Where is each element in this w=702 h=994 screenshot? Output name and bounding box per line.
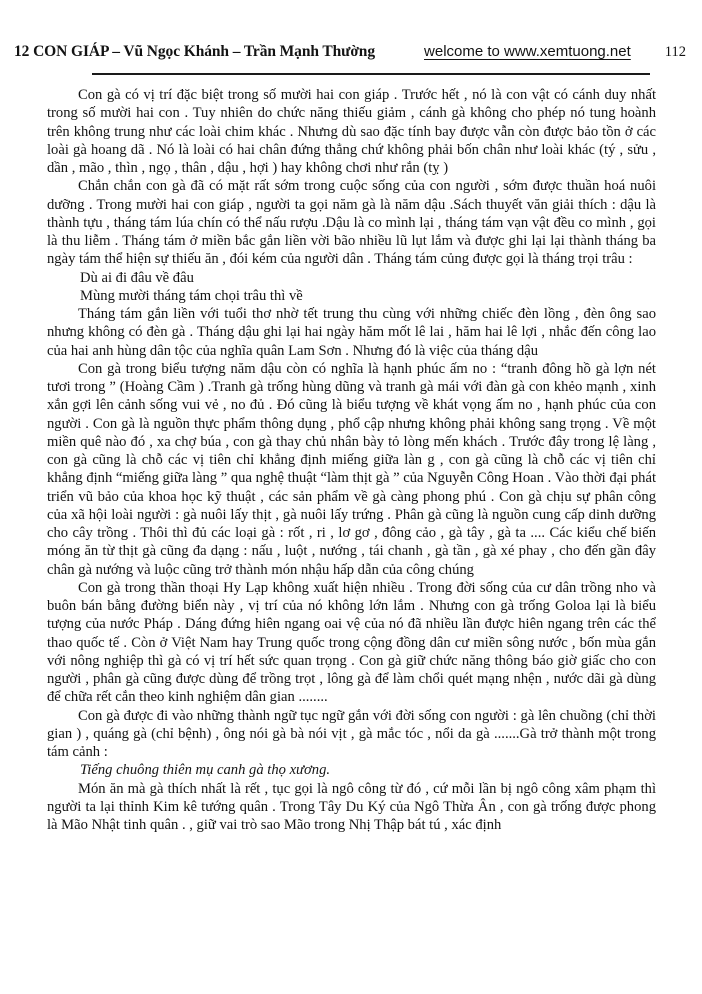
verse-line: Dù ai đi đâu về đâu <box>80 269 194 286</box>
italic-verse: Tiếng chuông thiên mụ canh gà thọ xương. <box>80 762 331 779</box>
paragraph: Con gà trong biểu tượng năm dậu còn có nghĩa là hạnh phúc ấm no : “tranh đông hồ gà lợn nét tươi trong ” (Hoàng Cầm ) .Tranh gà trống hùng dũng và tranh gà mái với đàn gà con khẻo mạnh , xinh xắn gợi lên cảnh sống vui vẻ , no đủ . Đó cũng là biểu tượng về khát vọng ấm no , hạnh phúc của con người . Con gà là nguồn thực phẩm thông dụng , phổ cập nhưng không phải không sang trọng . Về một miền quê nào đó , xa chợ búa , con gà thay chủ nhân bày tỏ lòng mến khách . Trước đây trong lệ làng , con gà cũng là chỗ các vị tiên chỉ khẳng định miếng giữa làn g , con gà cũng là chỗ các vị tiên chỉ khẳng định “miếng giữa làng ” qua nghệ thuật “làm thịt gà ” của Nguyễn Công Hoan . Vào thời đại phát triển vũ bảo của khoa học kỹ thuật , các sản phẩm về gà càng phong phú . Con gà chịu sự phân công của xã hội loài người : gà nuôi lấy thịt , gà nuôi lấy trứng . Phân gà cũng là nguồn cung cấp dinh dưỡng cho cây trồng . Thôi thì đủ các loại gà : rốt , ri , lơ gơ , đông cảo , gà tây , gà ta .... Các kiểu chế biến móng ăn từ thịt gà cũng đa dạng : nấu , luột , nướng , tái chanh , gà tần , gà xé phay , cho đến gần đây chân gà nướng và luộc cũng trở thành món nhậu hấp dẫn của công chúng <box>47 360 656 578</box>
header-divider <box>92 73 650 75</box>
page-body <box>47 86 656 834</box>
verse-line: Mùng mười tháng tám chọi trâu thì về <box>80 287 303 304</box>
website-link[interactable]: welcome to www.xemtuong.net <box>424 43 631 60</box>
page-header <box>14 43 686 61</box>
paragraph: Món ăn mà gà thích nhất là rết , tục gọi là ngô công từ đó , cứ mỗi lần bị ngô công xâm phạm thì người ta lại thỉnh Kim kê tướng quân . Trong Tây Du Ký của Ngô Thừa Ân , con gà trống được phong là Mão Nhật tinh quân . , giữ vai trò sao Mão trong Nhị Thập bát tú , xác định <box>47 780 656 833</box>
paragraph: Con gà được đi vào những thành ngữ tục ngữ gắn với đời sống con người : gà lên chuồng (chỉ thời gian ) , quáng gà (chỉ bệnh) , ông nói gà bà nói vịt , gà mắc tóc , nổi da gà .......Gà trở thành một trong tám cảnh : <box>47 707 656 760</box>
paragraph: Chắn chắn con gà đã có mặt rất sớm trong cuộc sống của con người , sớm được thuần hoá nuôi dưỡng . Trong mười hai con giáp , người ta gọi năm gà là năm dậu .Sách thuyết văn giải thích : dậu là thành tựu , tháng tám lúa chín có thể nấu rượu .Dậu là co mình lại , tháng tám vạn vật đều co mình , gọi là thu liễm . Tháng tám ở miền bắc gắn liền vời bão nhiều lũ lụt lắm và được ghi lại lại thành tháng ba ngày tám thể hiện sự thiếu ăn , đói kém của người dân . Tháng tám củng được gọi là tháng trọi trâu : <box>47 178 656 268</box>
book-title: 12 CON GIÁP – Vũ Ngọc Khánh – Trần Mạnh Thường <box>14 43 375 60</box>
paragraph: Con gà có vị trí đặc biệt trong số mười hai con giáp . Trước hết , nó là con vật có cánh duy nhất trong số mười hai con . Tuy nhiên do chức năng thiếu giảm , cánh gà không cho phép nó tung hoành trên không trung như các loài chim khác . Nhưng dù sao đặc tính bay được vẫn còn được bảo tồn ở các loài gà hoang dã . Nó là loài có hai chân đứng thẳng chứ không phải bốn chân như loài khác (tý , sửu , dần , mão , thìn , ngọ , thân , dậu , hợi ) hay không chơi như rắn (tỵ ) <box>47 87 656 176</box>
paragraph: Tháng tám gắn liền với tuổi thơ nhờ tết trung thu cùng với những chiếc đèn lồng , đèn ông sao nhưng không có đèn gà . Tháng dậu ghi lại hai ngày hăm mốt lê lai , hăm hai lê lợi , nhắc đến công lao của hai anh hùng dân tộc của nghĩa quân Lam Sơn . Nhưng đó là việc của tháng dậu <box>47 306 656 359</box>
page-number: 112 <box>664 44 686 60</box>
paragraph: Con gà trong thần thoại Hy Lạp không xuất hiện nhiều . Trong đời sống của cư dân trồng nho và buôn bán bằng đường biển này , vị trí của nó không lớn lắm . Nhưng con gà trống Goloa lại là biểu tượng của nước Pháp . Dáng đứng hiên ngang oai vệ của nó đã nhiều lần được hiên ngang trên các thể thao quốc tế . Còn ở Việt Nam hay Trung quốc trong cộng đồng dân cư miền sông nước , bốn mùa gắn với nông nghiệp thì gà có vị trí hết sức quan trọng . Con gà giữ chức năng thông báo giờ giấc cho con người , phân gà cũng được dùng để trồng trọt , lông gà để làm chổi quét mạng nhện , nước dãi gà dùng để chữa rết cắn theo kinh nghiệm dân gian ........ <box>47 579 656 706</box>
